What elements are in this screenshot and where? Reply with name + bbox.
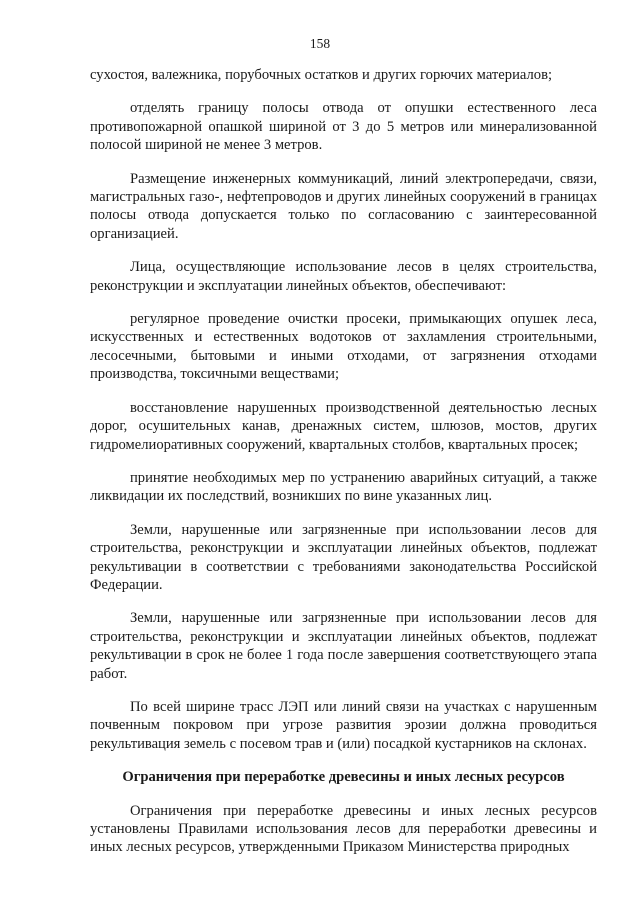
paragraph-continuation: сухостоя, валежника, порубочных остатков и других горючих материалов; bbox=[90, 67, 553, 83]
paragraph: отделять границу полосы отвода от опушки естественного леса противопожарной опашкой шириной от 3 до 5 метров или минерализованной полосой шириной не менее 3 метров. bbox=[90, 100, 597, 154]
paragraph: Размещение инженерных коммуникаций, линий электропередачи, связи, магистральных газо-, нефтепроводов и других линейных сооружений в границах полосы отвода допускается только по согласованию с заинтересованной организацией. bbox=[90, 170, 597, 242]
paragraph: восстановление нарушенных производственной деятельностью лесных дорог, осушительных канав, дренажных систем, шлюзов, мостов, других гидромелиоративных сооружений, квартальных столбов, квартальных просек; bbox=[90, 399, 597, 453]
paragraph: Ограничения при переработке древесины и иных лесных ресурсов установлены Правилами использования лесов для переработки древесины и иных лесных ресурсов, утвержденными Приказом Министерства природных bbox=[90, 802, 597, 856]
paragraph: принятие необходимых мер по устранению аварийных ситуаций, а также ликвидации их последствий, возникших по вине указанных лиц. bbox=[90, 469, 597, 505]
paragraph: Земли, нарушенные или загрязненные при использовании лесов для строительства, реконструкции и эксплуатации линейных объектов, подлежат рекультивации в срок не более 1 года после завершения соответствующего этапа работ. bbox=[90, 610, 597, 682]
paragraph: По всей ширине трасс ЛЭП или линий связи на участках с нарушенным почвенным покровом при угрозе развития эрозии должна проводиться рекультивация земель с посевом трав и (или) посадкой кустарников на склонах. bbox=[90, 698, 597, 752]
document-body bbox=[90, 66, 597, 872]
section-heading: Ограничения при переработке древесины и иных лесных ресурсов bbox=[122, 769, 565, 786]
page-number: 158 bbox=[309, 36, 331, 51]
paragraph: Земли, нарушенные или загрязненные при использовании лесов для строительства, реконструкции и эксплуатации линейных объектов, подлежат рекультивации в соответствии с требованиями законодательства Российской Федерации. bbox=[90, 521, 597, 593]
paragraph: Лица, осуществляющие использование лесов в целях строительства, реконструкции и эксплуатации линейных объектов, обеспечивают: bbox=[90, 259, 597, 294]
paragraph: регулярное проведение очистки просеки, примыкающих опушек леса, искусственных и естественных водотоков от захламления строительными, лесосечными, бытовыми и иными отходами, от загрязнения отходами производства, токсичными веществами; bbox=[90, 311, 597, 383]
